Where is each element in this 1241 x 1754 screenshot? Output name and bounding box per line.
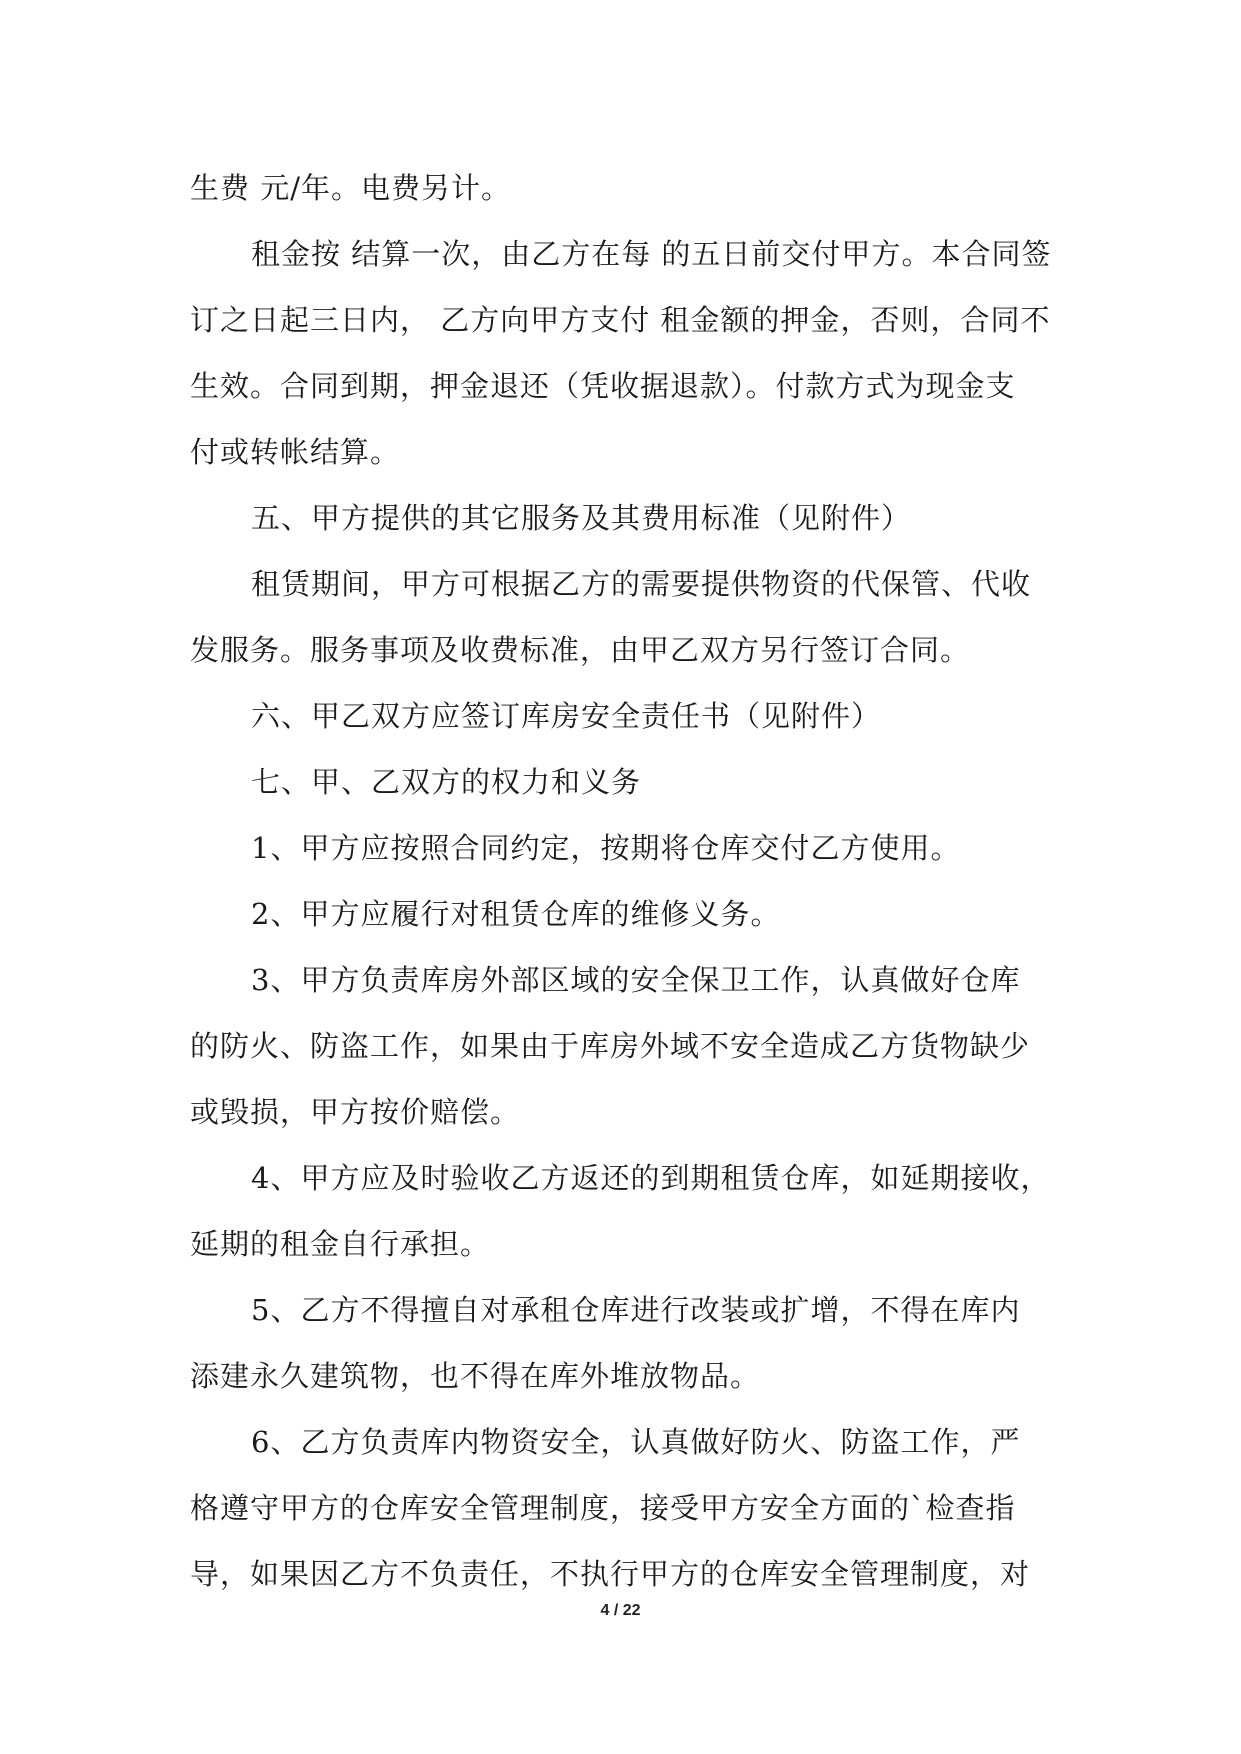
paragraph-start-line: 租金按 结算一次，由乙方在每 的五日前交付甲方。本合同签 bbox=[251, 237, 1052, 271]
clause-6: 6、乙方负责库内物资安全，认真做好防火、防盗工作，严 bbox=[251, 1425, 1021, 1459]
text-line: 的防火、防盗工作，如果由于库房外域不安全造成乙方货物缺少 bbox=[190, 1029, 1031, 1063]
clause-4: 4、甲方应及时验收乙方返还的到期租赁仓库，如延期接收， bbox=[251, 1161, 1051, 1195]
clause-5: 5、乙方不得擅自对承租仓库进行改装或扩增，不得在库内 bbox=[251, 1293, 1021, 1327]
clause-3: 3、甲方负责库房外部区域的安全保卫工作，认真做好仓库 bbox=[251, 963, 1021, 997]
section-heading-five: 五、甲方提供的其它服务及其费用标准（见附件） bbox=[251, 501, 912, 535]
text-line: 导，如果因乙方不负责任，不执行甲方的仓库安全管理制度，对 bbox=[190, 1557, 1031, 1591]
section-heading-six: 六、甲乙双方应签订库房安全责任书（见附件） bbox=[251, 699, 882, 733]
text-line: 付或转帐结算。 bbox=[190, 435, 401, 469]
page-number: 4 / 22 bbox=[600, 1602, 641, 1619]
clause-2: 2、甲方应履行对租赁仓库的维修义务。 bbox=[251, 897, 781, 931]
text-line: 生效。合同到期，押金退还（凭收据退款）。付款方式为现金支 bbox=[190, 369, 1016, 403]
clause-1: 1、甲方应按照合同约定，按期将仓库交付乙方使用。 bbox=[251, 831, 961, 865]
text-line: 订之日起三日内， 乙方向甲方支付 租金额的押金，否则，合同不 bbox=[190, 303, 1051, 337]
text-line: 延期的租金自行承担。 bbox=[190, 1227, 491, 1261]
text-line: 添建永久建筑物，也不得在库外堆放物品。 bbox=[190, 1359, 761, 1393]
text-line: 生费 元/年。电费另计。 bbox=[190, 171, 511, 205]
text-line: 格遵守甲方的仓库安全管理制度，接受甲方安全方面的`检查指 bbox=[190, 1491, 1016, 1525]
paragraph-start-line: 租赁期间，甲方可根据乙方的需要提供物资的代保管、代收 bbox=[251, 567, 1032, 601]
text-line: 发服务。服务事项及收费标准，由甲乙双方另行签订合同。 bbox=[190, 633, 971, 667]
document-body bbox=[190, 155, 1050, 1607]
text-line: 或毁损，甲方按价赔偿。 bbox=[190, 1095, 521, 1129]
section-heading-seven: 七、甲、乙双方的权力和义务 bbox=[251, 765, 642, 799]
